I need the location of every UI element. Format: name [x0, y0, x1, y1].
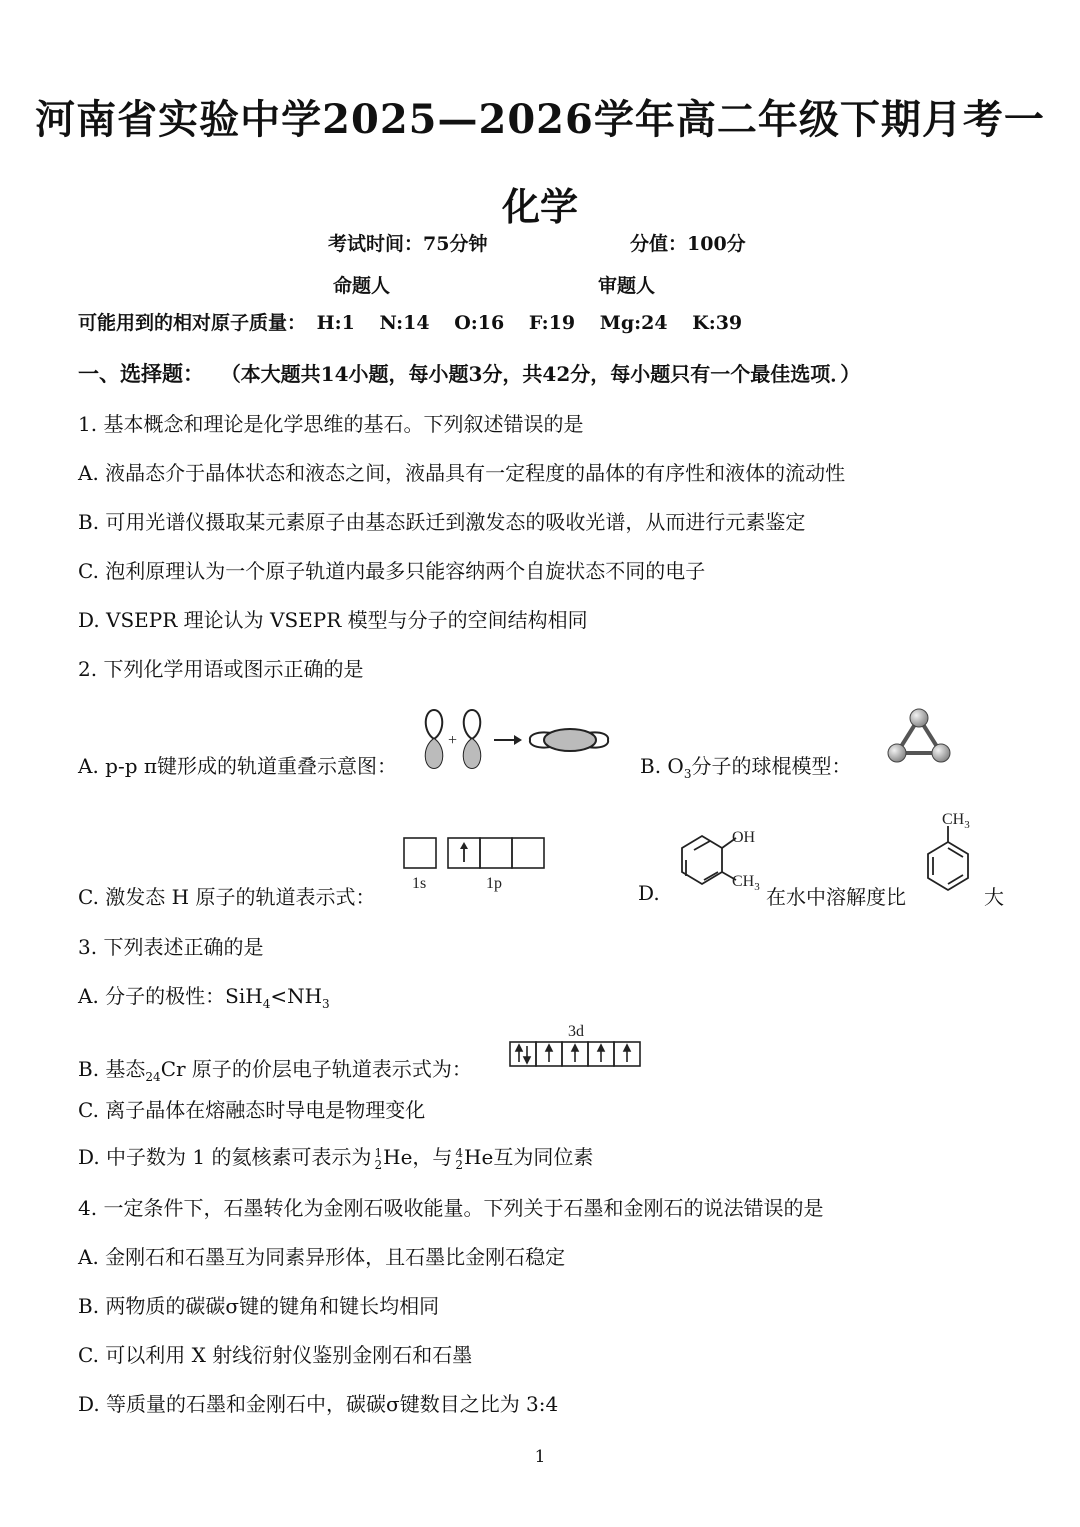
reviewer-label: 审题人 — [598, 275, 656, 297]
cr-3d-orbital-diagram — [508, 1018, 644, 1070]
isotope-1-number: 2 — [374, 1157, 383, 1172]
q2-option-b-sub: 3 — [683, 767, 692, 781]
q2-option-c: C. 激发态 H 原子的轨道表示式： — [78, 885, 376, 909]
q3-option-a-mid: <NH — [270, 984, 323, 1008]
subject-title: 化学 — [501, 184, 578, 229]
o-cresol-oh-label: OH — [732, 829, 756, 846]
atomic-masses — [78, 308, 742, 335]
q2-stem: 2. 下列化学用语或图示正确的是 — [78, 657, 364, 681]
toluene-structure — [922, 806, 984, 892]
q3-option-b-suffix: Cr 原子的价层电子轨道表示式为： — [160, 1057, 472, 1081]
orbital-box-1p-2 — [480, 838, 512, 868]
q3-option-a-sub1: 4 — [262, 997, 271, 1011]
isotope-1-notation — [374, 1147, 382, 1171]
q3-option-b — [78, 1053, 472, 1084]
label-1p: 1p — [486, 875, 502, 892]
toluene-ch3-sub: 3 — [964, 819, 970, 831]
q3-option-c: C. 离子晶体在熔融态时导电是物理变化 — [78, 1098, 426, 1122]
plus-sign: + — [448, 732, 458, 749]
label-1s: 1s — [412, 875, 427, 892]
q3-stem: 3. 下列表述正确的是 — [78, 935, 264, 959]
toluene-ch3-label: CH — [942, 811, 965, 828]
atomic-mass-mg: Mg:24 — [599, 312, 668, 334]
isotope-2-mass: 4 — [455, 1145, 464, 1160]
svg-text:CH3 — [732, 873, 760, 892]
atomic-mass-n: N:14 — [379, 312, 430, 334]
q4-option-c: C. 可以利用 X 射线衍射仪鉴别金刚石和石墨 — [78, 1343, 473, 1367]
q1-option-b: B. 可用光谱仪摄取某元素原子由基态跃迁到激发态的吸收光谱，从而进行元素鉴定 — [78, 510, 806, 534]
q2-option-b-prefix: B. O — [640, 754, 684, 778]
atomic-masses-label: 可能用到的相对原子质量： — [78, 312, 307, 334]
q1-option-c: C. 泡利原理认为一个原子轨道内最多只能容纳两个自旋状态不同的电子 — [78, 559, 706, 583]
q1-option-d: D. VSEPR 理论认为 VSEPR 模型与分子的空间结构相同 — [78, 608, 588, 632]
o-cresol-structure — [672, 822, 764, 892]
o-cresol-ring — [682, 836, 722, 884]
q1-option-a: A. 液晶态介于晶体状态和液态之间，液晶具有一定程度的晶体的有序性和液体的流动性 — [78, 461, 846, 485]
q3-option-a-prefix: A. 分子的极性：SiH — [78, 984, 263, 1008]
o3-atom-top — [910, 709, 928, 727]
exam-time: 考试时间：75分钟 — [328, 233, 488, 255]
overlap-center — [544, 729, 596, 751]
p-p-overlap-diagram — [420, 706, 612, 772]
h-orbital-diagram — [402, 834, 548, 894]
page-number: 1 — [534, 1447, 546, 1467]
q3-option-a — [78, 980, 330, 1011]
isotope-2-notation — [455, 1147, 463, 1171]
isotope-2-number: 2 — [455, 1157, 464, 1172]
q2-option-d-mid: 在水中溶解度比 — [766, 885, 906, 909]
exam-title: 河南省实验中学2025—2026学年高二年级下期月考一 — [35, 96, 1045, 143]
orbital-box-3d-1 — [510, 1042, 536, 1066]
q1-stem: 1. 基本概念和理论是化学思维的基石。下列叙述错误的是 — [78, 412, 584, 436]
q3-option-a-sub2: 3 — [322, 997, 330, 1011]
o-cresol-ch3-sub: 3 — [754, 881, 760, 892]
arrow-head — [514, 735, 522, 745]
q4-stem: 4. 一定条件下，石墨转化为金刚石吸收能量。下列关于石墨和金刚石的说法错误的是 — [78, 1196, 824, 1220]
q4-option-d: D. 等质量的石墨和金刚石中，碳碳σ键数目之比为 3:4 — [78, 1392, 559, 1416]
total-score: 分值：100分 — [630, 233, 746, 255]
q4-option-a: A. 金刚石和石墨互为同素异形体，且石墨比金刚石稳定 — [78, 1245, 566, 1269]
q3-option-d-suffix: He互为同位素 — [464, 1145, 594, 1169]
q3-option-d-mid: ，与 — [412, 1145, 453, 1169]
electron-up-arrow-head — [460, 842, 468, 849]
q3-option-b-sub: 24 — [145, 1070, 161, 1084]
section-heading-note: （本大题共14小题，每小题3分，共42分，每小题只有一个最佳选项．） — [220, 362, 861, 386]
isotope-1-symbol: He — [383, 1145, 413, 1169]
q3-option-d — [78, 1141, 593, 1171]
label-3d: 3d — [568, 1023, 584, 1040]
o3-atom-right — [932, 744, 950, 762]
q2-option-d-suffix: 大 — [984, 885, 1004, 909]
atomic-mass-f: F:19 — [528, 312, 576, 334]
setter-label: 命题人 — [333, 275, 391, 297]
toluene-ring — [928, 842, 968, 890]
svg-text:CH3 — [942, 811, 970, 831]
section-heading — [78, 358, 860, 388]
section-heading-title: 一、选择题： — [78, 361, 204, 386]
o3-ball-stick-model — [884, 704, 954, 770]
q2-option-b — [640, 750, 851, 781]
isotope-1-mass: 1 — [374, 1145, 383, 1160]
orbital-box-1s — [404, 838, 436, 868]
o3-atom-left — [888, 744, 906, 762]
q2-option-a: A. p-p π键形成的轨道重叠示意图： — [78, 754, 398, 778]
q2-option-d-prefix: D. — [638, 881, 660, 905]
q4-option-b: B. 两物质的碳碳σ键的键角和键长均相同 — [78, 1294, 440, 1318]
atomic-mass-h: H:1 — [316, 312, 355, 334]
q3-option-b-prefix: B. 基态 — [78, 1057, 146, 1081]
orbital-box-1p-3 — [512, 838, 544, 868]
o-cresol-ch3-label: CH — [732, 873, 755, 890]
q3-option-d-prefix: D. 中子数为 1 的氦核素可表示为 — [78, 1145, 372, 1169]
atomic-mass-o: O:16 — [454, 312, 505, 334]
q2-option-b-suffix: 分子的球棍模型： — [691, 754, 852, 778]
atomic-mass-k: K:39 — [692, 312, 743, 334]
